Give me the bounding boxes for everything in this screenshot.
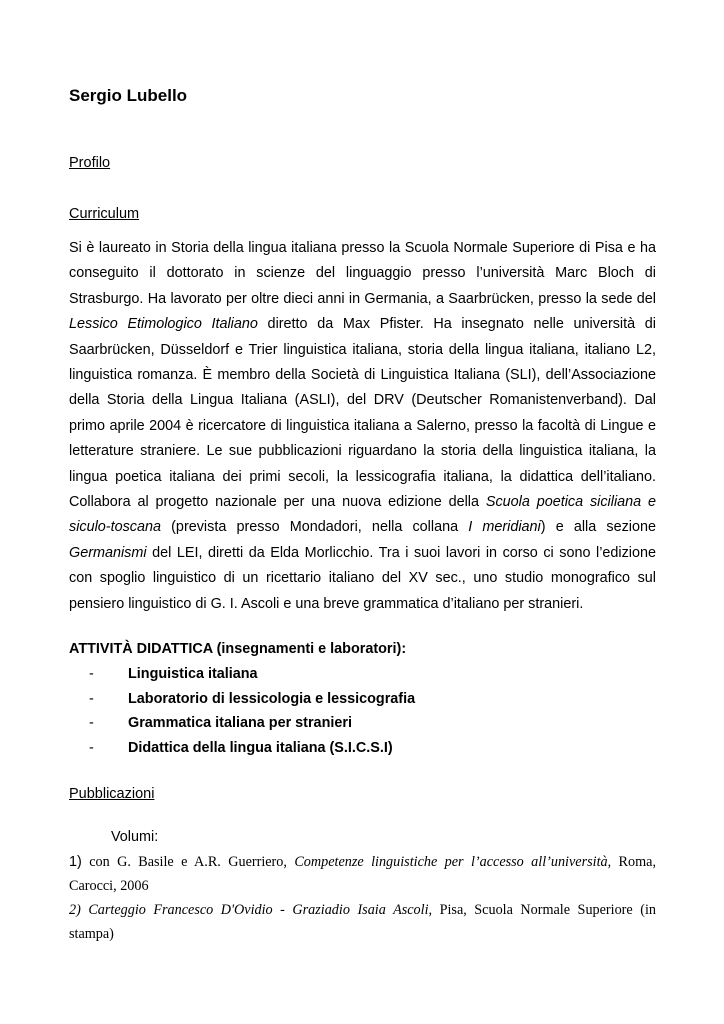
section-pubblicazioni[interactable]: Pubblicazioni	[69, 786, 155, 802]
bio-part-1: Si è laureato in Storia della lingua italiana presso la Scuola Normale Superiore di Pisa e ha conseguito il dottorato in scienze del linguaggio presso l’università Marc Bloch di Strasburgo. Ha lavorato per oltre dieci anni in Germania, a Saarbrücken, presso la sede del	[69, 240, 656, 307]
activity-label: Didattica della lingua italiana (S.I.C.S.I)	[128, 739, 393, 756]
bio-part-3: (prevista presso Mondadori, nella collana	[161, 519, 469, 536]
activity-label: Linguistica italiana	[128, 666, 258, 682]
activity-label: Laboratorio di lessicologia e lessicografia	[128, 690, 416, 707]
publication-title: Competenze linguistiche per l’accesso all’università	[294, 854, 608, 870]
curriculum-text	[69, 236, 656, 617]
scuola-poetica-title: Scuola poetica siciliana e siculo-toscana	[69, 494, 656, 536]
publication-item	[69, 850, 656, 898]
bio-part-2: diretto da Max Pfister. Ha insegnato nelle università di Saarbrücken, Düsseldorf e Trier linguistica italiana, storia della lingua italiana, italiano L2, linguistica romanza. È membro della Società di Linguistica Italiana (SLI), dell’Associazione della Storia della Lingua Italiana (ASLI), del DRV (Deutscher Romanistenverband). Dal primo aprile 2004 è ricercatore di linguistica italiana a Salerno, presso la facoltà di Lingue e letterature straniere. Le sue pubblicazioni riguardano la storia della linguistica italiana, la lingua poetica italiana dei primi secoli, la lessicografia italiana, la didattica dell’italiano. Collabora al progetto nazionale per una nuova edizione della	[69, 316, 656, 511]
bio-part-5: del LEI, diretti da Elda Morlicchio. Tra i suoi lavori in corso ci sono l’edizione con spoglio linguistico di un ricettario italiano del XV sec., uno studio monografico sul pensiero linguistico di G. I. Ascoli e una breve grammatica d’italiano per stranieri.	[69, 544, 656, 612]
section-curriculum[interactable]: Curriculum	[69, 206, 140, 222]
list-dash: -	[89, 690, 94, 707]
activity-label: Grammatica italiana per stranieri	[128, 715, 352, 731]
germanismi-title: Germanismi	[69, 544, 147, 561]
activities-heading: ATTIVITÀ DIDATTICA (insegnamenti e laboratori):	[69, 641, 407, 657]
publication-item	[69, 898, 656, 946]
volumes-heading: Volumi:	[111, 829, 159, 845]
list-dash: -	[89, 739, 94, 756]
publication-details: , Roma, Carocci, 2006	[69, 854, 656, 894]
publication-authors: con G. Basile e A.R. Guerriero,	[81, 854, 295, 870]
section-profilo[interactable]: Profilo	[69, 155, 111, 171]
publication-details: , Pisa, Scuola Normale Superiore (in stampa)	[69, 902, 656, 942]
publication-number: 1)	[69, 854, 82, 870]
lei-title: Lessico Etimologico Italiano	[69, 316, 258, 333]
bio-part-4: ) e alla sezione	[540, 519, 656, 536]
list-dash: -	[89, 666, 94, 682]
list-dash: -	[89, 715, 94, 731]
publication-title: 2) Carteggio Francesco D'Ovidio - Graziadio Isaia Ascoli	[69, 902, 429, 918]
author-name: Sergio Lubello	[69, 86, 188, 105]
meridiani-title: I meridiani	[468, 519, 541, 536]
